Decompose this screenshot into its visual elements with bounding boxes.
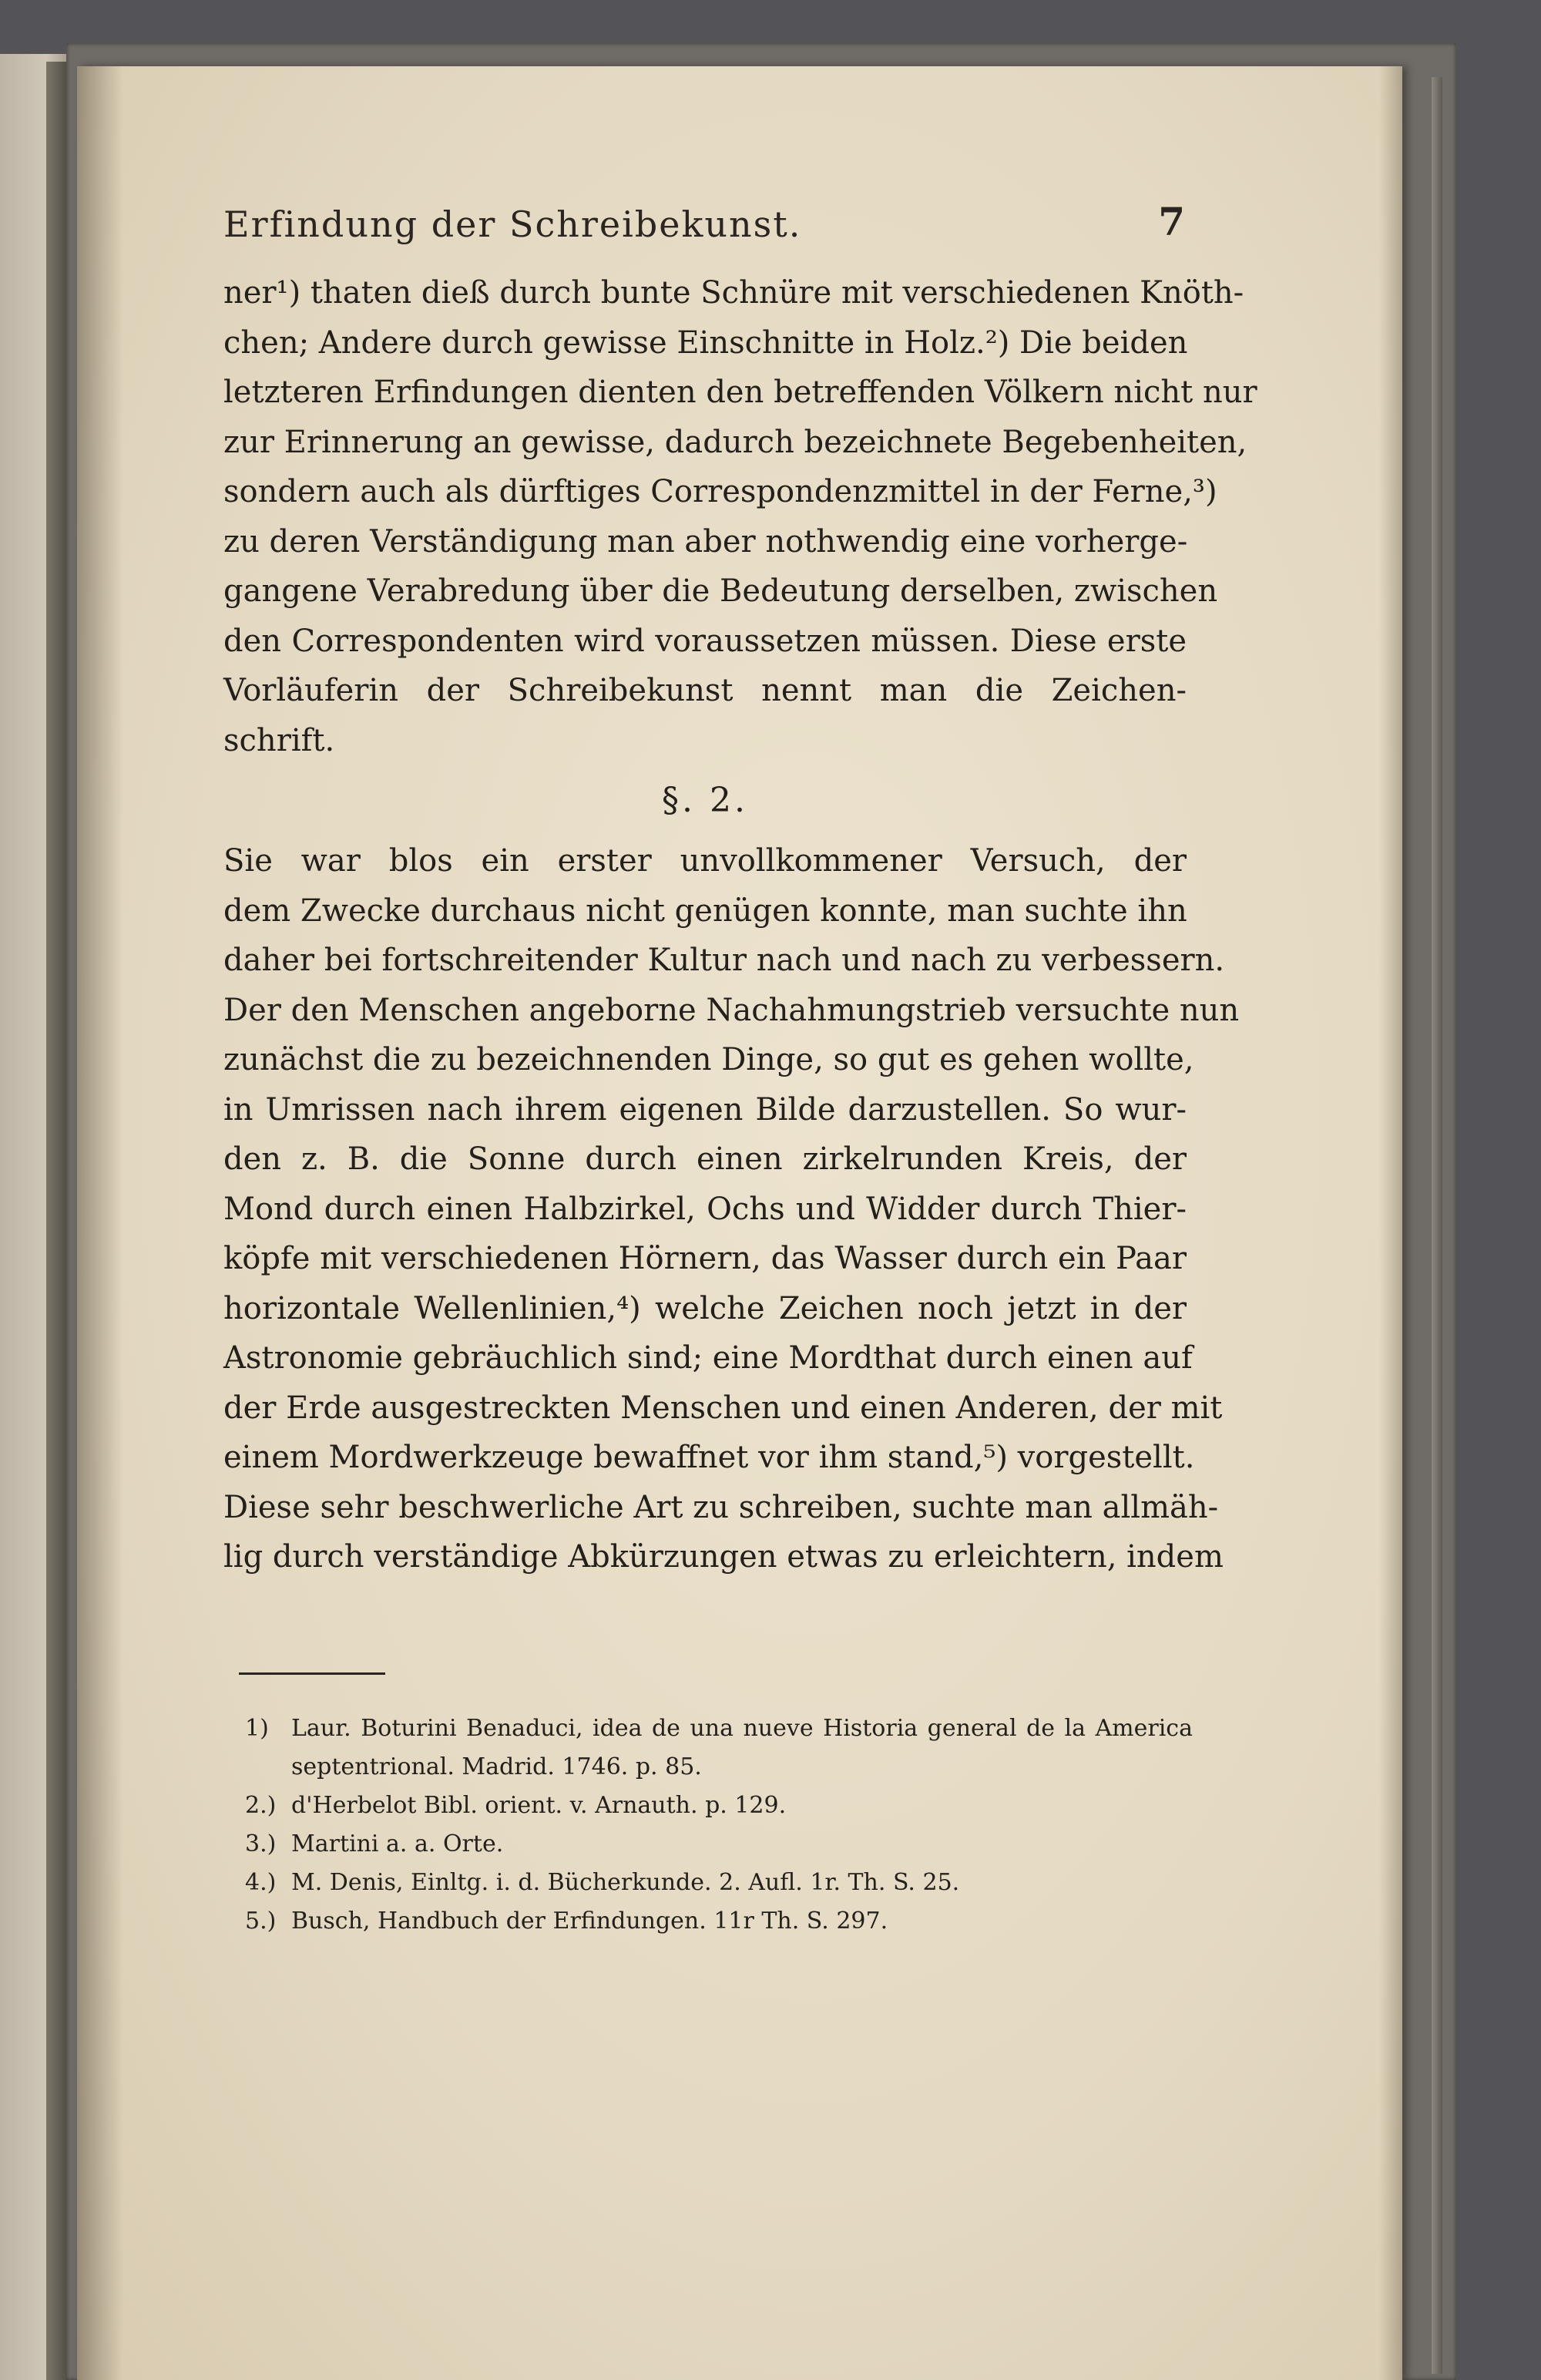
text-line: Mond durch einen Halbzirkel, Ochs und Widder durch Thier- [223, 1191, 1187, 1227]
paragraph-1 [223, 268, 1257, 765]
text-line: zunächst die zu bezeichnenden Dinge, so gut es gehen wollte, [223, 1042, 1194, 1077]
page-number: 7 [1158, 199, 1187, 244]
cover-edge [1432, 77, 1442, 2374]
footnote [245, 1787, 1193, 1825]
text-line: horizontale Wellenlinien,⁴) welche Zeichen noch jetzt in der [223, 1290, 1187, 1326]
footnote-text: d'Herbelot Bibl. orient. v. Arnauth. p. 129. [291, 1792, 787, 1819]
footnote [245, 1825, 1193, 1864]
text-line: Astronomie gebräuchlich sind; eine Mordthat durch einen auf [223, 1340, 1193, 1376]
text-line: den Correspondenten wird voraussetzen müssen. Diese erste [223, 623, 1187, 659]
footnote-marker: 2.) [245, 1792, 277, 1819]
text-line: zu deren Verständigung man aber nothwendig eine vorherge- [223, 523, 1188, 560]
footnote [245, 1709, 1193, 1787]
footnote-marker: 1) [245, 1715, 269, 1742]
text-line: Vorläuferin der Schreibekunst nennt man die Zeichen- [223, 673, 1187, 708]
footnotes [245, 1709, 1193, 1941]
text-line: lig durch verständige Abkürzungen etwas zu erleichtern, indem [223, 1539, 1224, 1575]
running-title: Erfindung der Schreibekunst. [223, 203, 802, 245]
section-heading: §. 2. [662, 781, 748, 820]
page-edge-shadow [1379, 66, 1402, 2380]
text-line: gangene Verabredung über die Bedeutung derselben, zwischen [223, 573, 1218, 609]
text-line: chen; Andere durch gewisse Einschnitte in Holz.²) Die beiden [223, 324, 1188, 361]
footnote-text: Martini a. a. Orte. [291, 1830, 504, 1857]
gutter-shadow [77, 66, 123, 2380]
text-line: letzteren Erfindungen dienten den betreffenden Völkern nicht nur [223, 375, 1257, 410]
text-line: sondern auch als dürftiges Correspondenzmittel in der Ferne,³) [223, 474, 1217, 509]
text-line: ner¹) thaten dieß durch bunte Schnüre mit verschiedenen Knöth- [223, 275, 1244, 311]
text-line: dem Zwecke durchaus nicht genügen konnte, man suchte ihn [223, 892, 1187, 929]
text-line: Diese sehr beschwerliche Art zu schreiben, suchte man allmäh- [223, 1489, 1219, 1525]
main-text [223, 268, 1257, 1582]
text-line: Der den Menschen angeborne Nachahmungstrieb versuchte nun [223, 992, 1240, 1028]
text-line: der Erde ausgestreckten Menschen und einen Anderen, der mit [223, 1390, 1223, 1426]
footnote-text: Busch, Handbuch der Erfindungen. 11r Th. S. 297. [291, 1908, 888, 1935]
running-header [223, 199, 1187, 253]
text-line: zur Erinnerung an gewisse, dadurch bezeichnete Begebenheiten, [223, 424, 1247, 460]
footnote [245, 1902, 1193, 1941]
text-line: daher bei fortschreitender Kultur nach und nach zu verbessern. [223, 943, 1225, 978]
text-line: in Umrissen nach ihrem eigenen Bilde darzustellen. So wur- [223, 1091, 1187, 1128]
footnote-marker: 3.) [245, 1830, 277, 1857]
footnote-marker: 4.) [245, 1869, 277, 1896]
footnote-rule [239, 1672, 385, 1675]
footnote-text: Laur. Boturini Benaduci, idea de una nueve Historia general de la America septentrional. Madrid. 1746. p. 85. [291, 1715, 1193, 1780]
footnote-text: M. Denis, Einltg. i. d. Bücherkunde. 2. Aufl. 1r. Th. S. 25. [291, 1869, 960, 1896]
text-line: köpfe mit verschiedenen Hörnern, das Wasser durch ein Paar [223, 1241, 1187, 1276]
text-line: einem Mordwerkzeuge bewaffnet vor ihm stand,⁵) vorgestellt. [223, 1440, 1195, 1475]
text-line: schrift. [223, 722, 335, 758]
paragraph-2 [223, 836, 1240, 1582]
footnote [245, 1864, 1193, 1902]
text-line: den z. B. die Sonne durch einen zirkelrunden Kreis, der [223, 1141, 1187, 1177]
text-line: Sie war blos ein erster unvollkommener Versuch, der [223, 843, 1187, 879]
footnote-marker: 5.) [245, 1908, 277, 1935]
